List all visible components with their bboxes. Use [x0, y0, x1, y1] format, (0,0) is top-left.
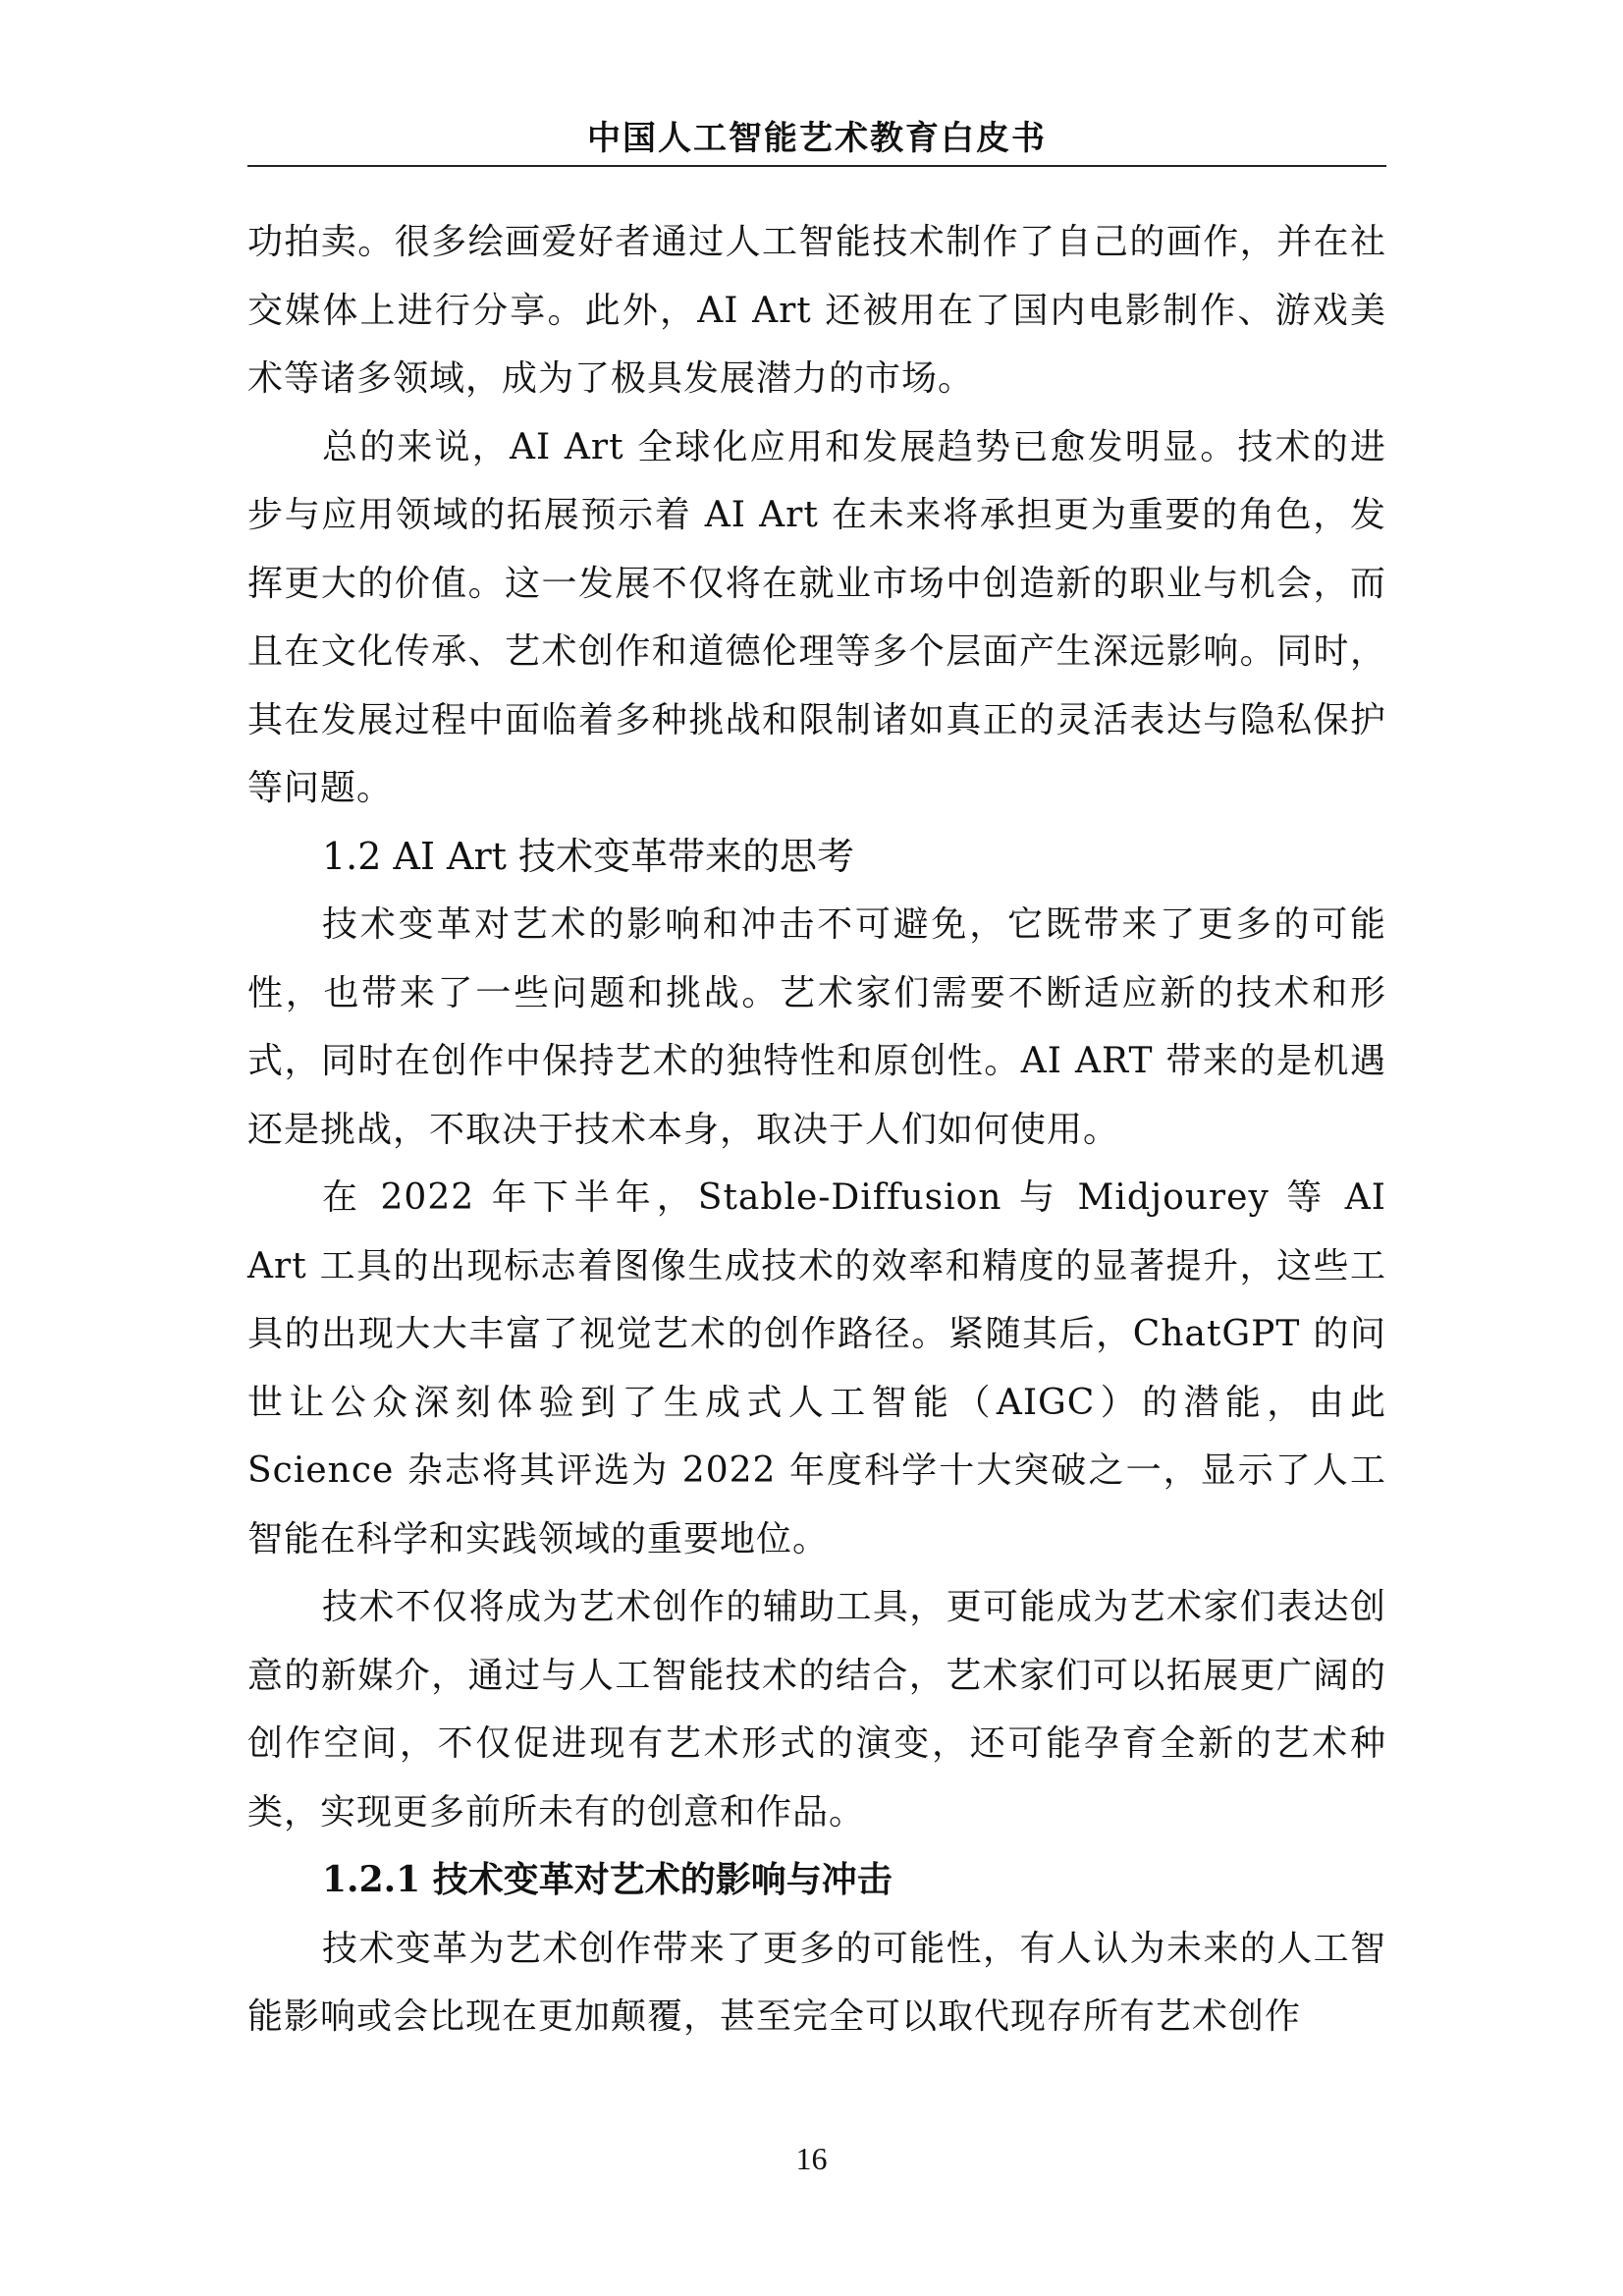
section-heading-1-2: 1.2 AI Art 技术变革带来的思考 — [322, 834, 855, 878]
section-heading-1-2-1: 1.2.1 技术变革对艺术的影响与冲击 — [322, 1859, 893, 1900]
page-number: 16 — [795, 2141, 828, 2176]
body-text — [247, 208, 1386, 2051]
paragraph: 技术变革为艺术创作带来了更多的可能性，有人认为未来的人工智能影响或会比现在更加颠覆，甚至完全可以取代现存所有艺术创作 — [247, 1928, 1386, 2037]
paragraph: 技术不仅将成为艺术创作的辅助工具，更可能成为艺术家们表达创意的新媒介，通过与人工智能技术的结合，艺术家们可以拓展更广阔的创作空间，不仅促进现有艺术形式的演变，还可能孕育全新的艺术种类，实现更多前所未有的创意和作品。 — [247, 1587, 1386, 1832]
running-header: 中国人工智能艺术教育白皮书 — [587, 119, 1047, 158]
paragraph: 总的来说，AI Art 全球化应用和发展趋势已愈发明显。技术的进步与应用领域的拓展预示着 AI Art 在未来将承担更为重要的角色，发挥更大的价值。这一发展不仅将在就业市场中创造新的职业与机会，而且在文化传承、艺术创作和道德伦理等多个层面产生深远影响。同时，其在发展过程中面临着多种挑战和限制诸如真正的灵活表达与隐私保护等问题。 — [247, 426, 1386, 808]
paragraph: 技术变革对艺术的影响和冲击不可避免，它既带来了更多的可能性，也带来了一些问题和挑战。艺术家们需要不断适应新的技术和形式，同时在创作中保持艺术的独特性和原创性。AI ART 带来的是机遇还是挑战，不取决于技术本身，取决于人们如何使用。 — [247, 904, 1386, 1150]
paragraph-continued: 功拍卖。很多绘画爱好者通过人工智能技术制作了自己的画作，并在社交媒体上进行分享。此外，AI Art 还被用在了国内电影制作、游戏美术等诸多领域，成为了极具发展潜力的市场。 — [247, 222, 1386, 399]
header-rule — [247, 165, 1386, 167]
paragraph: 在 2022 年下半年，Stable-Diffusion 与 Midjourey 等 AI Art 工具的出现标志着图像生成技术的效率和精度的显著提升，这些工具的出现大大丰富了视觉艺术的创作路径。紧随其后，ChatGPT 的问世让公众深刻体验到了生成式人工智能（AIGC）的潜能，由此 Science 杂志将其评选为 2022 年度科学十大突破之一，显示了人工智能在科学和实践领域的重要地位。 — [247, 1177, 1386, 1559]
